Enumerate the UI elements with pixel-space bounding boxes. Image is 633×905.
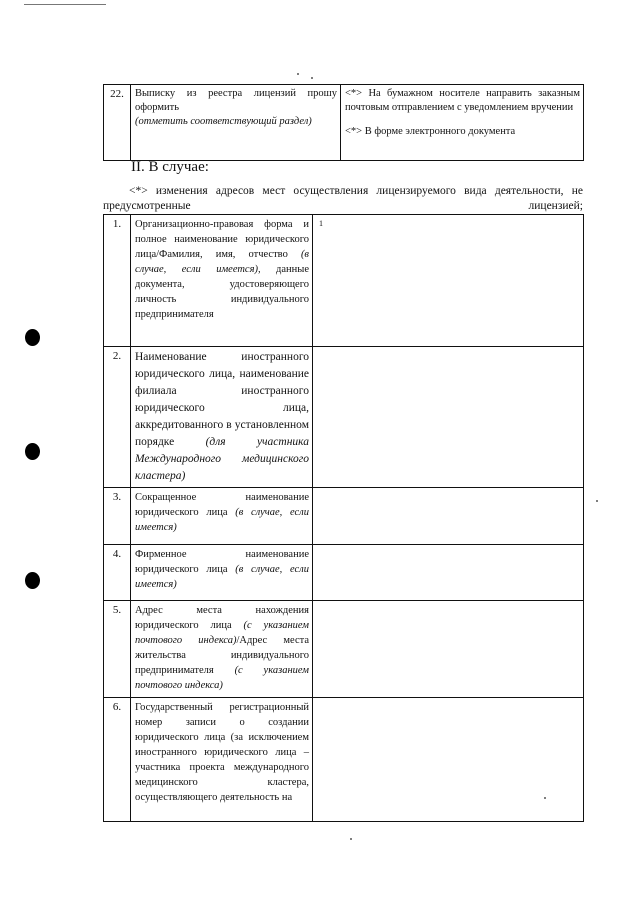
punch-hole-middle [25,443,40,460]
scan-speck [596,500,598,502]
row-value [313,347,584,488]
table-row [104,85,584,161]
table-row [104,545,584,601]
option-paper: <*> На бумажном носителе направить заказным почтовым отправлением с уведомлением вручении [345,88,580,113]
row-label: Фирменное наименование юридического лица (в случае, если имеется) [131,545,313,601]
row-label: Государственный регистрационный номер записи о создании юридического лица (за исключением иностранного юридического лица – участника проекта международного медицинского кластера, осуществляющего деятельность на [131,698,313,822]
row-number: 5. [104,601,131,698]
row-value [313,215,584,347]
extract-request-text: Выписку из реестра лицензий прошу оформить (отметить соответствующий раздел) [131,85,341,161]
row-label: Сокращенное наименование юридического лица (в случае, если имеется) [131,488,313,545]
row-value [313,545,584,601]
row-number: 22. [104,85,131,161]
extract-format-table [103,84,584,161]
footnote-mark: 1 [319,219,323,228]
scan-speck [297,73,299,75]
scan-speck [544,797,546,799]
punch-hole-top [25,329,40,346]
row-number: 4. [104,545,131,601]
top-rule [24,4,106,5]
row-label: Организационно-правовая форма и полное наименование юридического лица/Фамилия, имя, отчество (в случае, если имеется), данные документа, удостоверяющего личность индивидуального предпринимателя [131,215,313,347]
section-title: II. В случае: [131,159,209,175]
row-label: Наименование иностранного юридического лица, наименование филиала иностранного юридического лица, аккредитованного в установленном порядке (для участника Международного медицинского кластера) [131,347,313,488]
extract-options [341,85,584,161]
row-number: 1. [104,215,131,347]
table-row [104,215,584,347]
table-row [104,601,584,698]
scan-speck [311,77,313,79]
scan-speck [350,838,352,840]
row-number: 6. [104,698,131,822]
row-number: 3. [104,488,131,545]
table-row [104,698,584,822]
row-value [313,698,584,822]
row-value [313,601,584,698]
table-row [104,347,584,488]
option-electronic: <*> В форме электронного документа [345,126,516,137]
section-subtitle: <*> изменения адресов мест осуществления лицензируемого вида деятельности, не предусмотренные лицензией; [103,185,583,212]
row-value [313,488,584,545]
row-label: Адрес места нахождения юридического лица (с указанием почтового индекса)/Адрес места жительства индивидуального предпринимателя (с указанием почтового индекса) [131,601,313,698]
table-row [104,488,584,545]
row-number: 2. [104,347,131,488]
licensee-details-table [103,214,584,822]
punch-hole-bottom [25,572,40,589]
